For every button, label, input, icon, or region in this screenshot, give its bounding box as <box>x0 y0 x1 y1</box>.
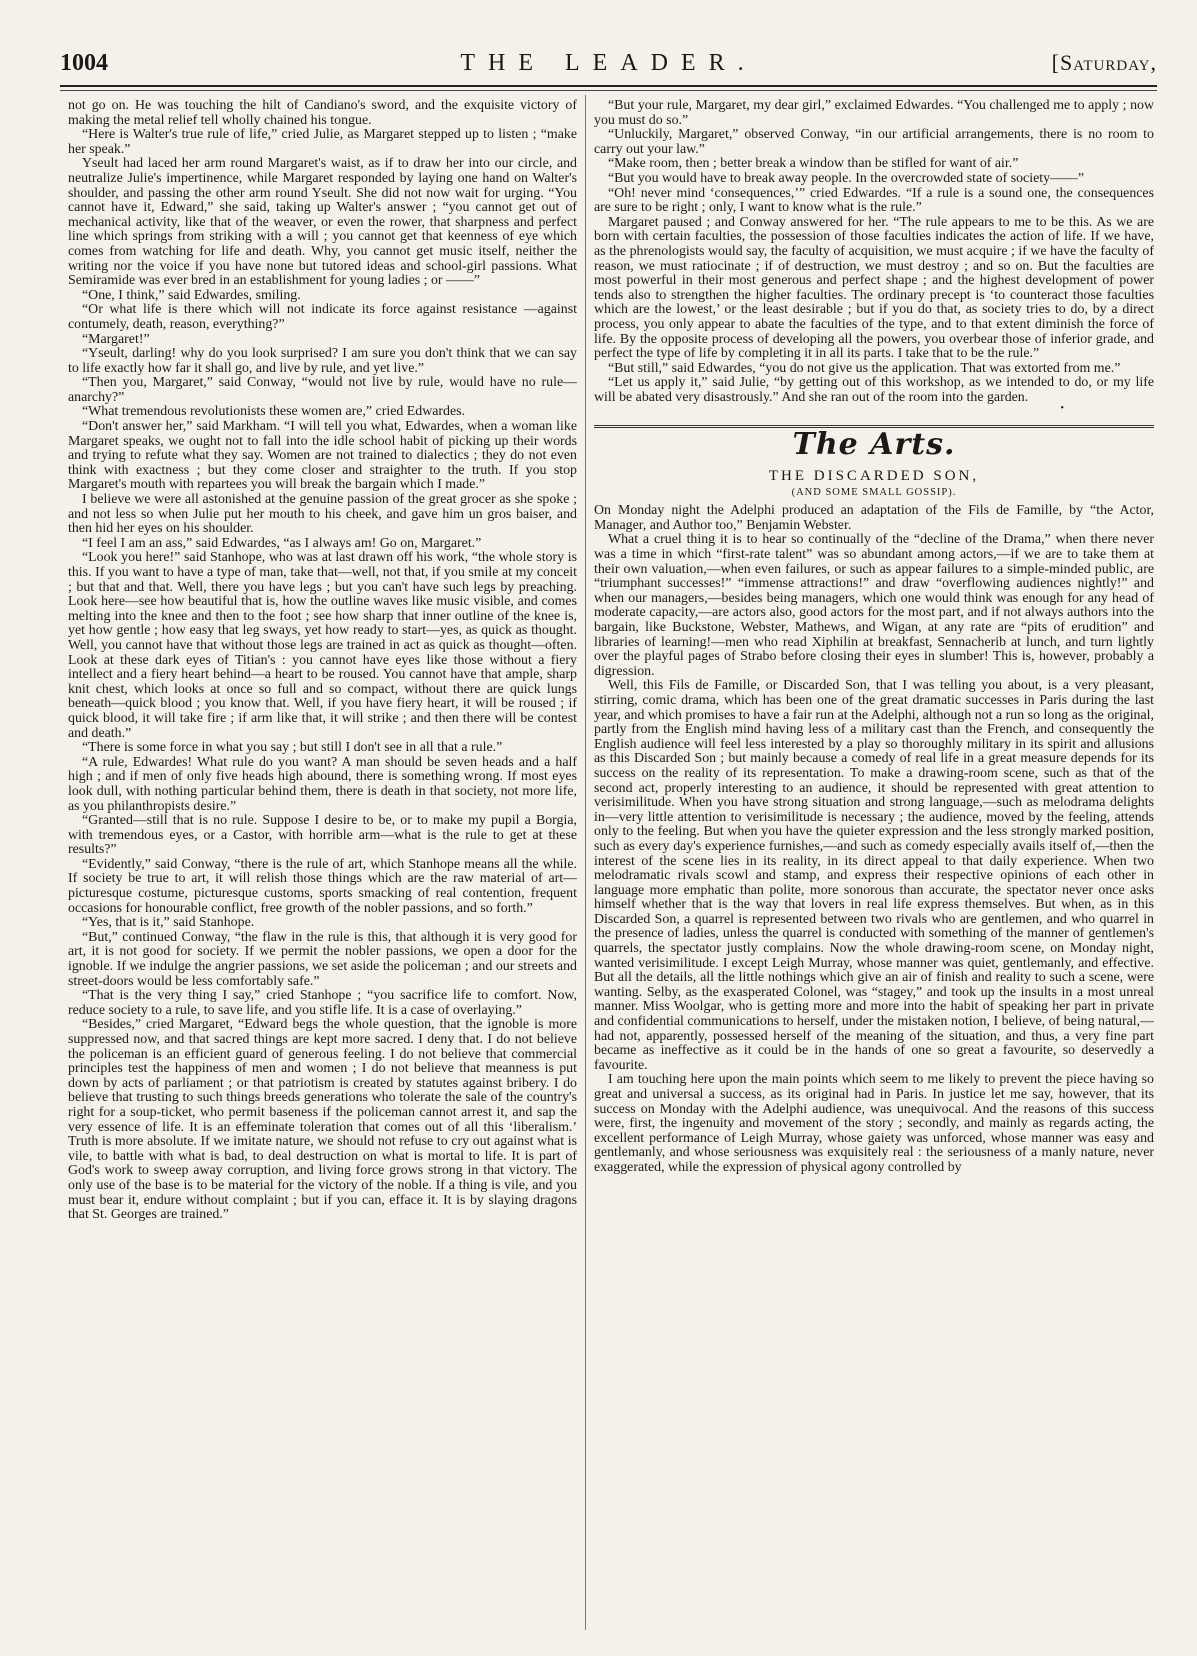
paragraph: “Granted—still that is no rule. Suppose I desire to be, or to make my pupil a Borgia, with tremendous eyes, or a Castor, with horrible arm—what is the rule to get at these results?” <box>68 813 577 858</box>
paragraph: “Let us apply it,” said Julie, “by getting out of this workshop, as we intended to do, or my life will be abated very disastrously.” And she ran out of the room into the garden. <box>594 375 1154 405</box>
paragraph: I believe we were all astonished at the genuine passion of the great grocer as she spoke ; and not less so when Julie put her mouth to his cheek, and gave him un gros baiser, and then hid her eyes on his shoulder. <box>68 492 577 537</box>
paragraph: “Don't answer her,” said Markham. “I will tell you what, Edwardes, when a woman like Margaret speaks, we ought not to fall into the idle school habit of picking up their words and trying to refute what they say. Women are not trained to dialectics ; they do not even think with exactness ; but they come closer and straighter to the truth. If you stop Margaret's mouth with repartees you will break the bargain which I made.” <box>68 419 577 493</box>
paragraph: “Yes, that is it,” said Stanhope. <box>82 915 255 931</box>
article-title: THE DISCARDED SON, <box>768 468 980 485</box>
paragraph: “One, I think,” said Edwardes, smiling. <box>82 287 301 303</box>
paragraph: “That is the very thing I say,” cried Stanhope ; “you sacrifice life to comfort. Now, reduce society to a rule, to save life, and you stifle life. It is a case of overlaying.” <box>68 988 577 1018</box>
masthead <box>60 50 1157 90</box>
paragraph: “Evidently,” said Conway, “there is the rule of art, which Stanhope means all the while. If society be true to art, it will relish those things which are the raw material of art—picturesque costume, picturesque customs, sports smacking of real contention, frequent occasions for honourable conflict, free growth of the nobler passions, and so forth.” <box>68 856 577 916</box>
header-rule-thin <box>60 90 1157 91</box>
article-paragraph: Well, this Fils de Famille, or Discarded Son, that I was telling you about, is a very pleasant, stirring, comic drama, which has been one of the great dramatic successes in Paris during the last year, and which promises to have a fair run at the Adelphi, although not a run so long as the original, partly from the English mind having less of a military cast than the French, and consequently the English audience will feel less interested by a play so thoroughly military in its spirit and allusions as this Discarded Son ; but mainly because a comedy of real life in a great measure depends for its success on the reality of its representation. To make a drawing-room scene, such as that of the second act, properly interesting to an audience, it should be represented with great attention to verisimilitude. When you have strong situation and strong language,—such as melodrama delights in—very little attention to verisimilitude is necessary ; the audience, moved by the feeling, attends only to the feeling. But when you have the quieter expression and the less strongly marked position, such as every day's experience furnishes,—and such as comedy especially avails itself of,—then the interest of the scene lies in its reality, in its direct appeal to that daily experience. When two melodramatic rivals scowl and stamp, and express their respective opinions of each other in language more emphatic than polite, more sonorous than accurate, the spectator never once asks himself whether that is the way that lovers in real life express themselves. But when, as in this Discarded Son, a quarrel is represented between two rivals who are gentlemen, and who quarrel in the presence of ladies, unless the quarrel is conducted with something of the manner of gentlemen's quarrels, the spectator justly complains. Now the whole drawing-room scene, on Monday night, wanted verisimilitude. I except Leigh Murray, whose manner was quiet, gentlemanly, and effective. But all the details, all the little nothings which give an air of finish and reality to such a scene, were wanting. Selby, as the exasperated Colonel, was “stagey,” and took up the insults in a most unreal manner. Miss Woolgar, who is getting more and more into the habit of speaking her part in private and confidential communications to herself, under the mistaken notion, I believe, of being natural,—had not, apparently, possessed herself of the meaning of the situation, and thus, a very fine part became as ineffective as it could be in the hands of one so great a favourite, so deservedly a favourite. <box>594 678 1154 1073</box>
left-column <box>68 99 577 1634</box>
paragraph: “Unluckily, Margaret,” observed Conway, “in our artificial arrangements, there is no room to carry out your law.” <box>594 127 1154 157</box>
paragraph: “Besides,” cried Margaret, “Edward begs the whole question, that the ignoble is more suppressed now, and that sacred things are kept more sacred. I deny that. I do not believe the policeman is an efficient guard of generous feeling. I do not believe that commercial principles test the happiness of men and women ; I do not believe that meanness is put down by acts of parliament ; or that patriotism is created by statutes against bribery. I do believe that trusting to such things breeds generations who tolerate the sale of the country's right for a soup-ticket, who permit baseness if the policeman cannot arrest it, and sap the very essence of life. It is an effeminate toleration that comes out of all this ‘liberalism.’ Truth is more absolute. If we imitate nature, we should not refuse to cry out against what is vile, to battle with what is bad, to deal destruction on what is mortal to life. It is part of God's work to sweep away corruption, and living force grows strong in that victory. The only use of the base is to be material for the victory of the noble. If a thing is vile, and you must bear it, endure without complaint ; but if you can, efface it. It is by slaying dragons that St. Georges are trained.” <box>68 1017 577 1223</box>
paragraph: “Yseult, darling! why do you look surprised? I am sure you don't think that we can say to life exactly how far it shall go, and live by rule, and yet live.” <box>68 346 577 376</box>
paragraph: “Margaret!” <box>82 331 150 347</box>
separator-mark: • <box>1060 403 1064 415</box>
paragraph: “Here is Walter's true rule of life,” cried Julie, as Margaret stepped up to listen ; “make her speak.” <box>68 127 577 157</box>
paragraph: not go on. He was touching the hilt of Candiano's sword, and the exquisite victory of making the metal relief tell wholly chained his tongue. <box>68 99 577 128</box>
article-paragraph: On Monday night the Adelphi produced an adaptation of the Fils de Famille, by “the Actor, Manager, and Author too,” Benjamin Webster. <box>594 503 1154 533</box>
paragraph: “Make room, then ; better break a window than be stifled for want of air.” <box>608 156 1019 172</box>
article-paragraph: What a cruel thing it is to hear so continually of the “decline of the Drama,” when there never was a time in which “first-rate talent” was so abundant among actors,—if we are to take them at their own valuation,—when even failures, or such as appear failures to a simple-minded public, are “triumphant successes!” “immense attractions!” and draw “overflowing audiences nightly!” and when our managers,—besides being managers, which one would think was enough for any head of moderate capacity,—are actors also, good actors for the most part, and if not always authors into the bargain, like Buckstone, Webster, Mathews, and Wigan, at any rate are “pits of erudition” and libraries of learning!—men who read Xiphilin at breakfast, Sennacherib at lunch, and turn lightly over the playful pages of Strabo before closing their eyes in slumber! This is, however, probably a digression. <box>594 532 1154 679</box>
paragraph: “Oh! never mind ‘consequences,’” cried Edwardes. “If a rule is a sound one, the consequences are sure to be right ; only, I want to know what is the rule.” <box>594 185 1154 216</box>
paragraph: “Or what life is there which will not indicate its force against resistance —against contumely, death, reason, everything?” <box>68 302 577 332</box>
paragraph: “There is some force in what you say ; but still I don't see in all that a rule.” <box>82 740 503 756</box>
page-number: 1004 <box>60 50 108 76</box>
paragraph: “But you would have to break away people. In the overcrowded state of society——” <box>608 170 1084 186</box>
paragraph: “Look you here!” said Stanhope, who was at last drawn off his work, “the whole story is this. If you want to have a type of man, take that—well, not that, if you smile at my conceit ; but that and that. Well, there you have legs ; but you can't have such legs by preaching. Look here—see how beautiful that is, how the outline waves like music visible, and comes melting into the knee and then to the foot ; see how sharp that inner outline of the knee is, yet how gentle ; how easy that leg sways, yet how ready to start—yes, as quick as thought. Well, you cannot have that without those legs are trained in act as quick as thought—often. Look at these dark eyes of Titian's : you cannot have eyes like those without a fiery intellect and a fiery heart behind—a heart to be roused. You cannot have that ample, sharp knit chest, which looks at once so full and so compact, without there are quick lungs beneath—quick blood ; you know that. Well, if you have fiery heart, it will be roused ; if quick blood, it will take fire ; if arm like that, it will strike ; and then there will be contest and death.” <box>68 550 577 741</box>
column-divider <box>585 95 586 1630</box>
paragraph: Yseult had laced her arm round Margaret's waist, as if to draw her into our circle, and neutralize Julie's impertinence, while Margaret responded by laying one hand on Walter's shoulder, and passing the other arm round Yseult. She did not now wait for urging. “You cannot have it, Edward,” she said, taking up Walter's answer ; “you cannot get out of mechanical activity, like that of the weaver, or even the rower, that sharpness and perfect line which springs from striking with a will ; you cannot get that keenness of eye which comes from watching for life and death. Why, you cannot get music itself, neither the writing nor the voice if you have none but tutored ideas and school-girl passions. What Semiramide was ever bred in an establishment for young ladies ; or ——” <box>68 156 577 289</box>
right-column <box>594 99 1154 1634</box>
article-paragraph: I am touching here upon the main points which seem to me likely to prevent the piece having so great and universal a success, as its original had in Paris. In justice let me say, however, that its success on Monday with the Adelphi audience, was unequivocal. And the reasons of this success were, first, the ingenuity and movement of the story ; secondly, and mainly as regards acting, the excellent performance of Leigh Murray, whose gaiety was unforced, whose manner was easy and gentlemanly, and whose seriousness was exquisitely real : the seriousness of a manly nature, never exaggerated, while the expression of physical agony controlled by <box>594 1072 1154 1175</box>
paragraph: “Then you, Margaret,” said Conway, “would not live by rule, would have no rule—anarchy?” <box>68 375 577 405</box>
paragraph: “But your rule, Margaret, my dear girl,” exclaimed Edwardes. “You challenged me to apply ; now you must do so.” <box>594 99 1154 128</box>
paper-title: THE LEADER. <box>460 50 757 76</box>
paragraph: “I feel I am an ass,” said Edwardes, “as I always am! Go on, Margaret.” <box>82 535 482 551</box>
article-subtitle: (AND SOME SMALL GOSSIP). <box>791 486 957 498</box>
paragraph: “But still,” said Edwardes, “you do not give us the application. That was extorted from me.” <box>608 360 1121 376</box>
paragraph: “A rule, Edwardes! What rule do you want? A man should be seven heads and a half high ; and if men of only five heads high abound, there is something wrong. If most eyes look dull, with nothing particular behind them, there is death in that society, not more life, as you philanthropists desire.” <box>68 754 577 814</box>
issue-day: [Saturday, <box>1051 50 1157 75</box>
paragraph: “But,” continued Conway, “the flaw in the rule is this, that although it is very good for art, it is not good for society. If we permit the nobler passions, we open a door for the ignoble. If we indulge the angrier passions, we set aside the policeman ; and our streets and street-doors would be less comfortably safe.” <box>68 929 577 989</box>
header-rule <box>60 85 1157 87</box>
section-title: The Arts. <box>792 427 956 463</box>
paragraph: Margaret paused ; and Conway answered for her. “The rule appears to me to be this. As we are born with certain faculties, the possession of those faculties indicates the action of life. If we have, as the phrenologists would say, the faculty of acquisition, we must acquire ; if we have the faculty of reason, we must ratiocinate ; if of destruction, we must destroy ; and so on. But the faculties are most powerful in their most generous and perfect shape ; and the highest development of power tends also to strengthen the higher faculties. The ordinary precept is ‘to counteract those faculties which are the lowest,’ or the least desirable ; but if you do that, as society tries to do, by a direct process, you only appear to abate the faculties of the type, and to that extent diminish the force of life. By the opposite process of developing all the powers, you overbear those of inferior grade, and perfect the type of life by completing it in all its parts. I take that to be the rule.” <box>594 214 1154 362</box>
paragraph: “What tremendous revolutionists these women are,” cried Edwardes. <box>82 404 466 420</box>
